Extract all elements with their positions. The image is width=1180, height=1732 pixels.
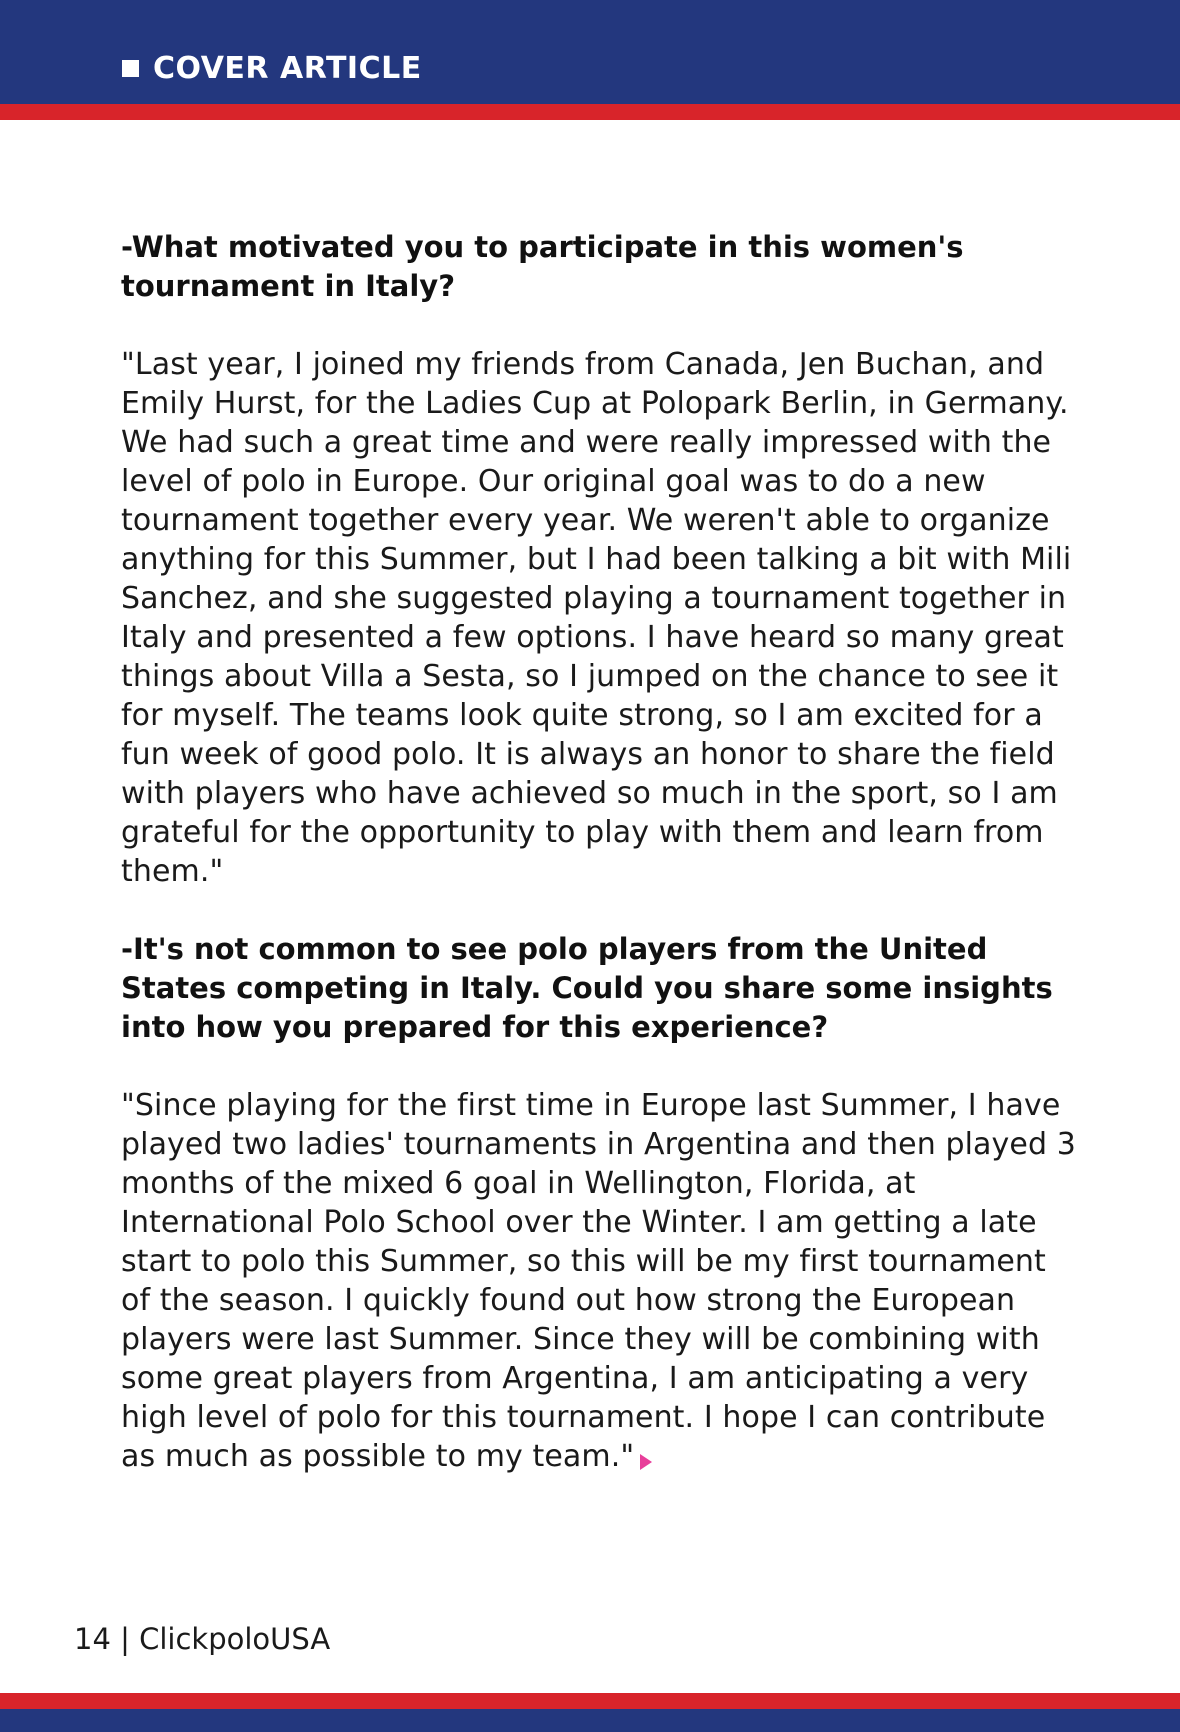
triangle-right-icon <box>640 1454 652 1470</box>
footer-bar <box>0 1709 1180 1732</box>
interview-answer-2 <box>121 1086 1081 1476</box>
interview-answer-2-text: "Since playing for the first time in Europe last Summer, I have played two ladies' tournaments in Argentina and then played 3 months of the mixed 6 goal in Wellington, Florida, at International Polo School over the Winter. I am getting a late start to polo this Summer, so this will be my first tournament of the season. I quickly found out how strong the European players were last Summer. Since they will be combining with some great players from Argentina, I am anticipating a very high level of polo for this tournament. I hope I can contribute as much as possible to my team." <box>121 1088 1076 1474</box>
page-footer: 14 | ClickpoloUSA <box>74 1622 331 1656</box>
footer-red-stripe <box>0 1693 1180 1709</box>
section-label <box>122 48 422 88</box>
header-red-stripe <box>0 104 1180 120</box>
square-icon <box>122 60 139 77</box>
article-body <box>121 228 1081 1476</box>
interview-question-2: -It's not common to see polo players from the United States competing in Italy. Could you share some insights into how you prepared for this experience? <box>121 932 1053 1044</box>
section-label-text: COVER ARTICLE <box>153 50 422 86</box>
interview-answer-1: "Last year, I joined my friends from Canada, Jen Buchan, and Emily Hurst, for the Ladies Cup at Polopark Berlin, in Germany. We had such a great time and were really impressed with the level of polo in Europe. Our original goal was to do a new tournament together every year. We weren't able to organize anything for this Summer, but I had been talking a bit with Mili Sanchez, and she suggested playing a tournament together in Italy and presented a few options. I have heard so many great things about Villa a Sesta, so I jumped on the chance to see it for myself. The teams look quite strong, so I am excited for a fun week of good polo. It is always an honor to share the field with players who have achieved so much in the sport, so I am grateful for the opportunity to play with them and learn from them." <box>121 347 1072 889</box>
interview-question-1: -What motivated you to participate in this women's tournament in Italy? <box>121 230 964 303</box>
